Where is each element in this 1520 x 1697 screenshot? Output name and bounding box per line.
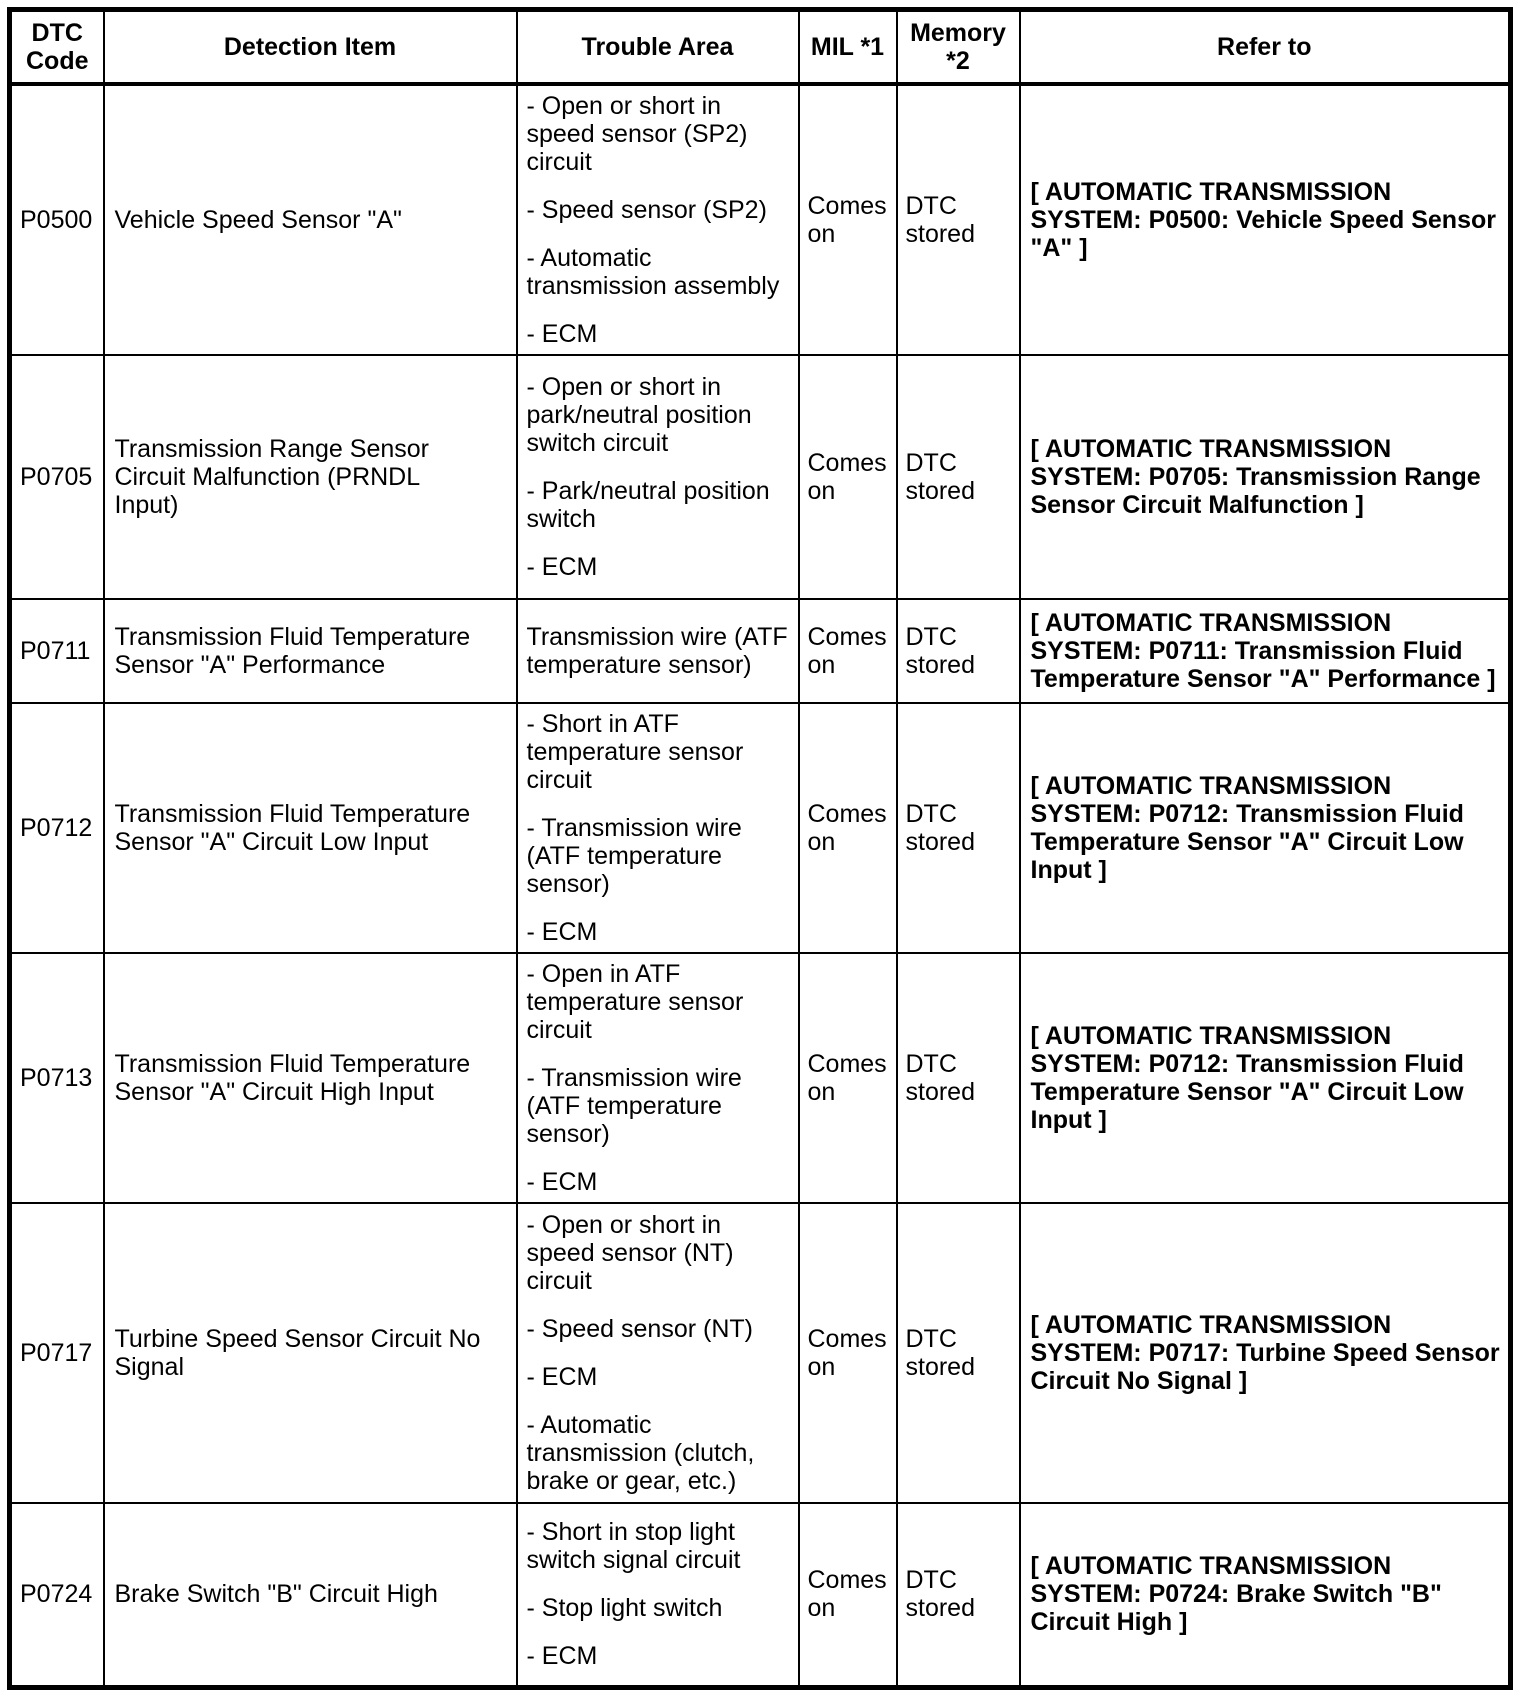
trouble-area-item: - ECM (526, 553, 598, 581)
table-row (10, 1203, 1511, 1503)
refer-to-cell: [ AUTOMATIC TRANSMISSION SYSTEM: P0500: Vehicle Speed Sensor "A" ] (1020, 84, 1511, 355)
trouble-area-item: - Speed sensor (NT) (526, 1315, 753, 1343)
mil-cell: Comes on (799, 953, 897, 1203)
refer-to-cell: [ AUTOMATIC TRANSMISSION SYSTEM: P0724: Brake Switch "B" Circuit High ] (1020, 1503, 1511, 1687)
dtc-table (7, 7, 1513, 1690)
dtc-code-cell: P0500 (10, 84, 104, 355)
trouble-area-cell (517, 599, 799, 703)
table-row (10, 84, 1511, 355)
dtc-code-cell: P0717 (10, 1203, 104, 1503)
trouble-area-item: Transmission wire (ATF temperature sensor) (526, 623, 788, 679)
refer-to-cell: [ AUTOMATIC TRANSMISSION SYSTEM: P0711: Transmission Fluid Temperature Sensor "A" Performance ] (1020, 599, 1511, 703)
table-row (10, 953, 1511, 1203)
refer-to-cell: [ AUTOMATIC TRANSMISSION SYSTEM: P0705: Transmission Range Sensor Circuit Malfunction ] (1020, 355, 1511, 599)
detection-item-cell: Transmission Fluid Temperature Sensor "A" Circuit Low Input (104, 703, 517, 953)
trouble-area-item: - Transmission wire (ATF temperature sensor) (526, 814, 742, 898)
mil-cell: Comes on (799, 1503, 897, 1687)
header-cell-refer-to: Refer to (1020, 10, 1511, 85)
trouble-area-item: - Open or short in speed sensor (NT) circuit (526, 1211, 734, 1295)
trouble-area-cell (517, 355, 799, 599)
table-row (10, 703, 1511, 953)
header-cell-dtc-code: DTC Code (10, 10, 104, 85)
refer-to-cell: [ AUTOMATIC TRANSMISSION SYSTEM: P0712: Transmission Fluid Temperature Sensor "A" Circuit Low Input ] (1020, 953, 1511, 1203)
refer-to-cell: [ AUTOMATIC TRANSMISSION SYSTEM: P0717: Turbine Speed Sensor Circuit No Signal ] (1020, 1203, 1511, 1503)
mil-cell: Comes on (799, 703, 897, 953)
table-row (10, 1503, 1511, 1687)
table-row (10, 599, 1511, 703)
trouble-area-item: - Stop light switch (526, 1594, 723, 1623)
trouble-area-item: - ECM (526, 1642, 598, 1671)
table-header-row (10, 10, 1511, 85)
trouble-area-item: - Automatic transmission assembly (526, 244, 780, 300)
detection-item-cell: Transmission Range Sensor Circuit Malfunction (PRNDL Input) (104, 355, 517, 599)
trouble-area-item: - ECM (526, 320, 598, 348)
table-row (10, 355, 1511, 599)
detection-item-cell: Transmission Fluid Temperature Sensor "A" Performance (104, 599, 517, 703)
trouble-area-cell (517, 1503, 799, 1687)
trouble-area-item: - Park/neutral position switch (526, 477, 770, 533)
refer-to-cell: [ AUTOMATIC TRANSMISSION SYSTEM: P0712: Transmission Fluid Temperature Sensor "A" Circuit Low Input ] (1020, 703, 1511, 953)
trouble-area-item: - Short in stop light switch signal circuit (526, 1518, 741, 1575)
trouble-area-item: - Short in ATF temperature sensor circuit (526, 710, 744, 794)
detection-item-cell: Turbine Speed Sensor Circuit No Signal (104, 1203, 517, 1503)
trouble-area-cell (517, 703, 799, 953)
trouble-area-cell (517, 84, 799, 355)
header-cell-detection-item: Detection Item (104, 10, 517, 85)
memory-cell: DTC stored (897, 599, 1020, 703)
trouble-area-item: - Open or short in park/neutral position switch circuit (526, 373, 752, 457)
trouble-area-item: - Speed sensor (SP2) (526, 196, 767, 224)
memory-cell: DTC stored (897, 355, 1020, 599)
dtc-table-body (10, 84, 1511, 1687)
detection-item-cell: Brake Switch "B" Circuit High (104, 1503, 517, 1687)
header-cell-trouble-area: Trouble Area (517, 10, 799, 85)
trouble-area-cell (517, 953, 799, 1203)
trouble-area-item: - Automatic transmission (clutch, brake or gear, etc.) (526, 1411, 755, 1495)
mil-cell: Comes on (799, 84, 897, 355)
memory-cell: DTC stored (897, 953, 1020, 1203)
dtc-code-cell: P0724 (10, 1503, 104, 1687)
detection-item-cell: Transmission Fluid Temperature Sensor "A" Circuit High Input (104, 953, 517, 1203)
memory-cell: DTC stored (897, 703, 1020, 953)
mil-cell: Comes on (799, 599, 897, 703)
detection-item-cell: Vehicle Speed Sensor "A" (104, 84, 517, 355)
memory-cell: DTC stored (897, 84, 1020, 355)
trouble-area-item: - Open or short in speed sensor (SP2) circuit (526, 92, 748, 176)
dtc-code-cell: P0711 (10, 599, 104, 703)
trouble-area-item: - Transmission wire (ATF temperature sensor) (526, 1064, 742, 1148)
trouble-area-item: - ECM (526, 1168, 598, 1196)
dtc-code-cell: P0712 (10, 703, 104, 953)
dtc-code-cell: P0713 (10, 953, 104, 1203)
header-cell-mil: MIL *1 (799, 10, 897, 85)
dtc-code-cell: P0705 (10, 355, 104, 599)
memory-cell: DTC stored (897, 1203, 1020, 1503)
mil-cell: Comes on (799, 1203, 897, 1503)
trouble-area-cell (517, 1203, 799, 1503)
trouble-area-item: - Open in ATF temperature sensor circuit (526, 960, 744, 1044)
trouble-area-item: - ECM (526, 918, 598, 946)
mil-cell: Comes on (799, 355, 897, 599)
trouble-area-item: - ECM (526, 1363, 598, 1391)
memory-cell: DTC stored (897, 1503, 1020, 1687)
header-cell-memory: Memory *2 (897, 10, 1020, 85)
